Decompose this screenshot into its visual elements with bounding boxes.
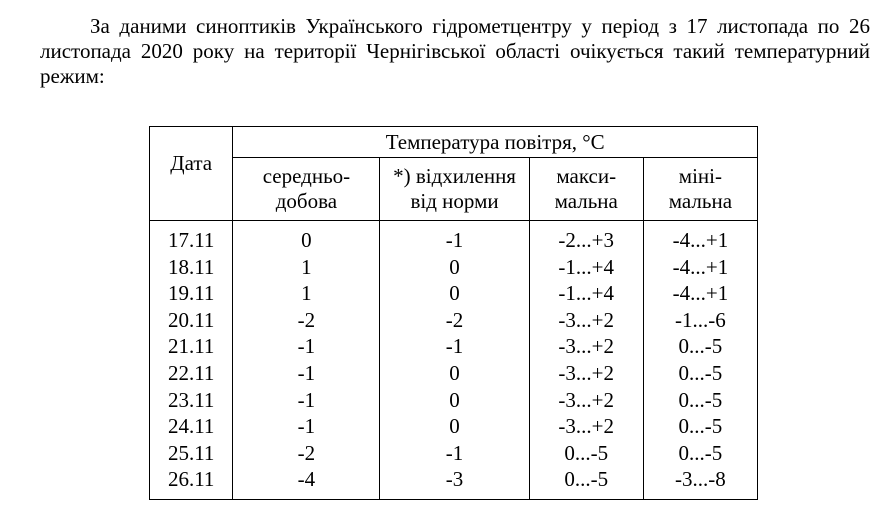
- max-cell: -3...+2: [529, 387, 643, 414]
- deviation-cell: 0: [380, 254, 529, 281]
- max-cell: -3...+2: [529, 333, 643, 360]
- deviation-header: [380, 158, 529, 221]
- avg-cell: 1: [233, 254, 380, 281]
- min-cell: -3...-8: [643, 466, 757, 499]
- table-row: [150, 221, 758, 254]
- header-row-group: [150, 127, 758, 158]
- deviation-cell: -1: [380, 333, 529, 360]
- deviation-cell: -1: [380, 440, 529, 467]
- date-cell: 24.11: [150, 413, 233, 440]
- max-header-line2: мальна: [554, 189, 618, 213]
- temperature-table: [149, 126, 758, 500]
- avg-cell: -1: [233, 413, 380, 440]
- min-cell: 0...-5: [643, 333, 757, 360]
- max-cell: -3...+2: [529, 360, 643, 387]
- table-row: [150, 387, 758, 414]
- air-temperature-header: Температура повітря, °С: [233, 127, 758, 158]
- table-row: [150, 440, 758, 467]
- deviation-cell: -1: [380, 221, 529, 254]
- date-cell: 17.11: [150, 221, 233, 254]
- avg-cell: -1: [233, 387, 380, 414]
- max-header: [529, 158, 643, 221]
- max-header-line1: макси-: [556, 164, 617, 188]
- intro-paragraph: За даними синоптиків Українського гідрометцентру у період з 17 листопада по 26 листопада 2020 року на території Чернігівської області очікується такий температурний режим:: [40, 14, 870, 88]
- max-cell: 0...-5: [529, 440, 643, 467]
- deviation-cell: 0: [380, 387, 529, 414]
- avg-daily-header: [233, 158, 380, 221]
- max-cell: -3...+2: [529, 307, 643, 334]
- date-cell: 23.11: [150, 387, 233, 414]
- table-row: [150, 254, 758, 281]
- avg-cell: 0: [233, 221, 380, 254]
- deviation-cell: 0: [380, 413, 529, 440]
- date-cell: 18.11: [150, 254, 233, 281]
- deviation-cell: -3: [380, 466, 529, 499]
- min-cell: -1...-6: [643, 307, 757, 334]
- max-cell: -2...+3: [529, 221, 643, 254]
- min-cell: -4...+1: [643, 254, 757, 281]
- date-cell: 21.11: [150, 333, 233, 360]
- deviation-cell: -2: [380, 307, 529, 334]
- avg-cell: -4: [233, 466, 380, 499]
- avg-cell: -1: [233, 333, 380, 360]
- table-row: [150, 333, 758, 360]
- max-cell: -3...+2: [529, 413, 643, 440]
- min-cell: 0...-5: [643, 387, 757, 414]
- avg-cell: -1: [233, 360, 380, 387]
- min-cell: 0...-5: [643, 360, 757, 387]
- table-row: [150, 360, 758, 387]
- min-header: [643, 158, 757, 221]
- min-cell: 0...-5: [643, 440, 757, 467]
- min-cell: -4...+1: [643, 221, 757, 254]
- avg-daily-header-line2: добова: [275, 189, 338, 213]
- min-header-line1: міні-: [678, 164, 722, 188]
- date-cell: 19.11: [150, 280, 233, 307]
- max-cell: -1...+4: [529, 254, 643, 281]
- table-row: [150, 413, 758, 440]
- date-column-header: Дата: [150, 127, 233, 221]
- deviation-cell: 0: [380, 360, 529, 387]
- max-cell: -1...+4: [529, 280, 643, 307]
- min-header-line2: мальна: [668, 189, 733, 213]
- deviation-cell: 0: [380, 280, 529, 307]
- date-cell: 25.11: [150, 440, 233, 467]
- avg-daily-header-line1: середньо-: [262, 164, 351, 188]
- min-cell: -4...+1: [643, 280, 757, 307]
- date-cell: 20.11: [150, 307, 233, 334]
- table-row: [150, 466, 758, 499]
- date-cell: 26.11: [150, 466, 233, 499]
- avg-cell: -2: [233, 440, 380, 467]
- min-cell: 0...-5: [643, 413, 757, 440]
- avg-cell: -2: [233, 307, 380, 334]
- max-cell: 0...-5: [529, 466, 643, 499]
- table-row: [150, 280, 758, 307]
- date-cell: 22.11: [150, 360, 233, 387]
- header-row-columns: [150, 158, 758, 221]
- deviation-header-line2: від норми: [410, 189, 499, 213]
- table-row: [150, 307, 758, 334]
- deviation-header-line1: *) відхилення: [393, 164, 516, 188]
- avg-cell: 1: [233, 280, 380, 307]
